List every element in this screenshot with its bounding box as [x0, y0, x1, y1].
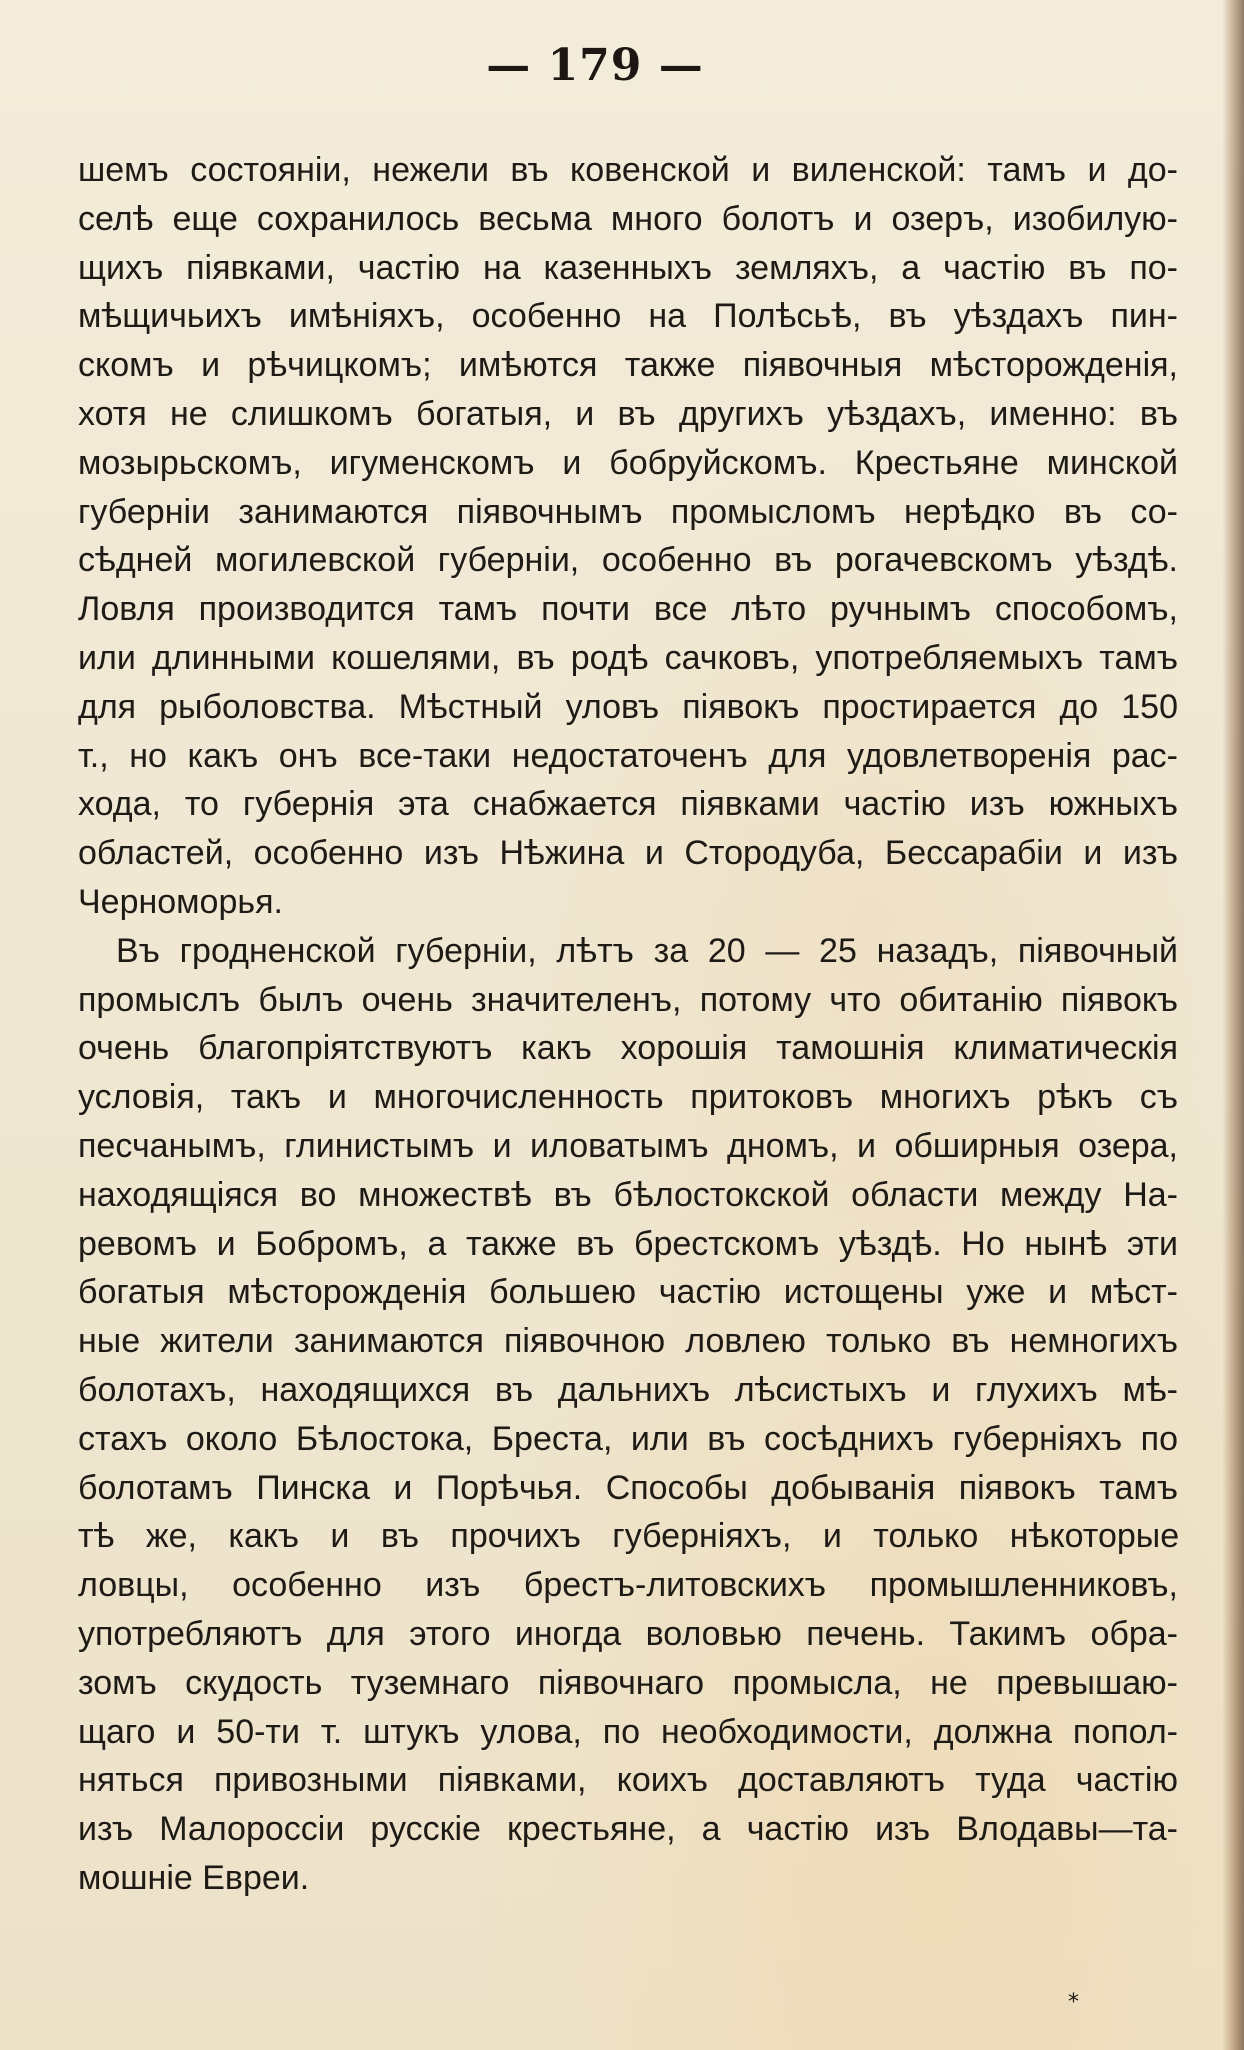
text-line: щаго и 50-ти т. штукъ улова, по необходимости, должна попол- — [78, 1712, 1178, 1751]
text-line: стахъ около Бѣлостока, Бреста, или въ сосѣднихъ губернiяхъ по — [78, 1419, 1178, 1458]
text-line: ловцы, особенно изъ брестъ-литовскихъ промышленниковъ, — [78, 1566, 1178, 1605]
text-line: хода, то губернiя эта снабжается пiявками частiю изъ южныхъ — [78, 785, 1178, 824]
footer-mark: * — [1068, 1990, 1079, 2015]
text-line: употребляютъ для этого иногда воловью печень. Такимъ обра- — [78, 1614, 1178, 1653]
text-line: ные жители занимаются пiявочною ловлею только въ немногихъ — [78, 1322, 1178, 1361]
text-line: тѣ же, какъ и въ прочихъ губернiяхъ, и только нѣкоторые — [78, 1517, 1178, 1556]
text-line: селѣ еще сохранилось весьма много болотъ и озеръ, изобилую- — [78, 199, 1178, 238]
text-line: находящiяся во множествѣ въ бѣлостокской области между На- — [78, 1175, 1178, 1214]
body-text — [78, 146, 1178, 1903]
paragraph-2 — [78, 927, 1178, 1903]
text-line: песчанымъ, глинистымъ и иловатымъ дномъ, и обширныя озера, — [78, 1126, 1178, 1165]
text-line: Черноморья. — [78, 882, 283, 921]
text-line: щихъ пiявками, частiю на казенныхъ земляхъ, а частiю въ по- — [78, 248, 1178, 287]
text-line: очень благопрiятствуютъ какъ хорошiя тамошнiя климатическiя — [78, 1029, 1178, 1068]
text-line: областей, особенно изъ Нѣжина и Стородуба, Бессарабiи и изъ — [78, 834, 1178, 873]
text-line: т., но какъ онъ все-таки недостаточенъ для удовлетворенiя рас- — [78, 736, 1178, 775]
text-line: няться привозными пiявками, коихъ доставляютъ туда частiю — [78, 1761, 1178, 1800]
paragraph-1 — [78, 146, 1178, 927]
text-line: скомъ и рѣчицкомъ; имѣются также пiявочныя мѣсторожденiя, — [78, 346, 1178, 385]
text-line: или длинными кошелями, въ родѣ сачковъ, употребляемыхъ тамъ — [78, 638, 1178, 677]
text-line: мѣщичьихъ имѣнiяхъ, особенно на Полѣсьѣ, въ уѣздахъ пин- — [78, 297, 1178, 336]
text-line: для рыболовства. Мѣстный уловъ пiявокъ простирается до 150 — [78, 687, 1178, 726]
text-line: мозырьскомъ, игуменскомъ и бобруйскомъ. Крестьяне минской — [78, 443, 1178, 482]
page-number: — 179 — — [486, 40, 704, 91]
text-line: условiя, такъ и многочисленность притоковъ многихъ рѣкъ съ — [78, 1078, 1178, 1117]
text-line: Ловля производится тамъ почти все лѣто ручнымъ способомъ, — [78, 590, 1178, 629]
text-line: мошнiе Евреи. — [78, 1858, 310, 1897]
text-line: болотахъ, находящихся въ дальнихъ лѣсистыхъ и глухихъ мѣ- — [78, 1370, 1178, 1409]
text-line: зомъ скудость туземнаго пiявочнаго промысла, не превышаю- — [78, 1663, 1178, 1702]
text-line: шемъ состоянiи, нежели въ ковенской и виленской: тамъ и до- — [78, 151, 1178, 189]
text-line: болотамъ Пинска и Порѣчья. Способы добыванiя пiявокъ тамъ — [78, 1468, 1178, 1507]
text-line: хотя не слишкомъ богатыя, и въ другихъ уѣздахъ, именно: въ — [78, 394, 1178, 433]
text-line: сѣдней могилевской губернiи, особенно въ рогачевскомъ уѣздѣ. — [78, 541, 1178, 580]
text-line: промыслъ былъ очень значителенъ, потому что обитанiю пiявокъ — [78, 980, 1178, 1019]
text-line: богатыя мѣсторожденiя большею частiю истощены уже и мѣст- — [78, 1273, 1178, 1312]
text-line: Въ гродненской губернiи, лѣтъ за 20 — 25 назадъ, пiявочный — [116, 931, 1178, 970]
text-line: ревомъ и Бобромъ, а также въ брестскомъ уѣздѣ. Но нынѣ эти — [78, 1224, 1178, 1263]
text-line: губернiи занимаются пiявочнымъ промысломъ нерѣдко въ со- — [78, 492, 1178, 531]
text-line: изъ Малороссiи русскiе крестьяне, а частiю изъ Влодавы—та- — [78, 1810, 1178, 1849]
